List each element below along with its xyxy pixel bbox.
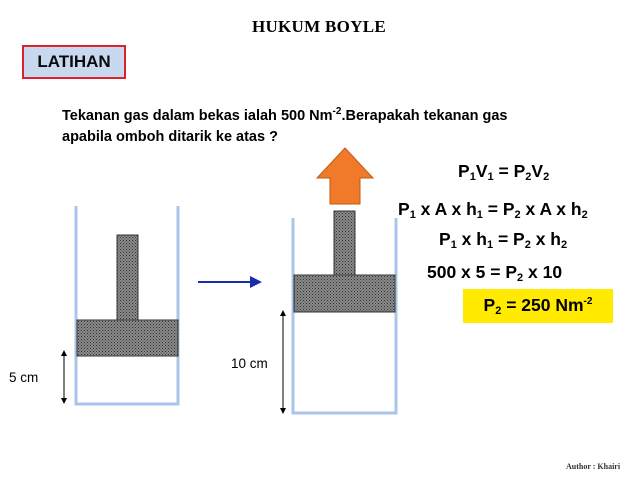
equation-substitution: 500 x $5 = P_2$ x 10	[427, 262, 563, 284]
up-arrow-icon	[317, 148, 373, 204]
question-line-1-pre: Tekanan gas dalam bekas ialah 500 Nm	[62, 107, 333, 124]
result-box	[463, 289, 613, 323]
author-credit: Author : Khairi	[566, 462, 621, 471]
right-arrow-icon	[198, 276, 262, 288]
result-equation: $P_2 = 250$ $Nm^{-2}$	[483, 295, 593, 317]
left-height-indicator	[61, 350, 67, 404]
left-piston	[77, 235, 178, 356]
slide-title: HUKUM BOYLE	[251, 17, 387, 36]
latihan-label: LATIHAN	[37, 52, 111, 71]
equation-volume-expanded: $P_1$ x A x $h_1 = P_2$ x A x $h_2$	[398, 199, 588, 221]
right-height-label: 10 cm	[231, 356, 268, 371]
question-line-2: apabila omboh ditarik ke atas ?	[62, 128, 278, 145]
question-line-1-post: .Berapakah tekanan gas	[341, 107, 508, 124]
equation-boyle: $P_1V_1 = P_2V_2$	[458, 161, 550, 183]
left-height-label: 5 cm	[9, 370, 39, 385]
question-unit-exponent: -2	[332, 106, 342, 117]
equation-height: $P_1$ x $h_1 = P_2$ x $h_2$	[439, 229, 568, 251]
right-height-indicator	[280, 310, 286, 414]
right-piston	[294, 211, 395, 312]
